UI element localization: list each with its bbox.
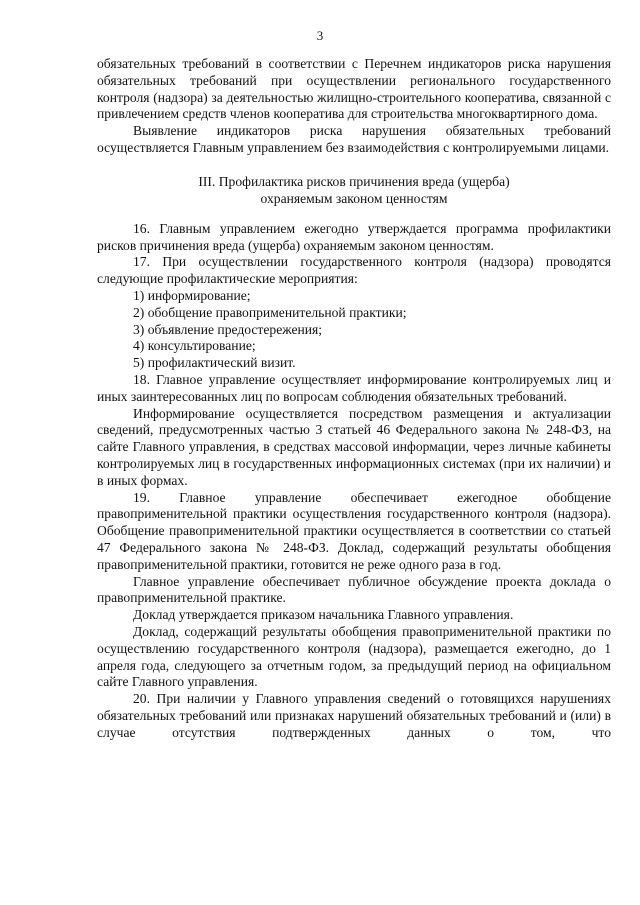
list-item: 2) обобщение правоприменительной практики; — [133, 304, 407, 320]
paragraph-18-informing: Информирование осуществляется посредством размещения и актуализации сведений, предусмотренных частью 3 статьей 46 Федерального закона № 248-ФЗ, на сайте Главного управления, в средствах массовой информации, через личные кабинеты контролируемых лиц в государственных информационных системах (при их наличии) и в иных формах. — [97, 405, 611, 488]
document-body — [97, 56, 611, 741]
paragraph-19-discussion: Главное управление обеспечивает публичное обсуждение проекта доклада о правоприменительной практике. — [97, 573, 611, 606]
paragraph-19-publication: Доклад, содержащий результаты обобщения правоприменительной практики по осуществлению государственного контроля (надзора), размещается ежегодно, до 1 апреля года, следующего за отчетным годом, за предыдущий период на официальном сайте Главного управления. — [97, 623, 611, 690]
paragraph-continuation: обязательных требований в соответствии с Перечнем индикаторов риска нарушения обязательных требований при осуществлении регионального государственного контроля (надзора) за деятельностью жилищно-строительного кооператива, связанной с привлечением средств членов кооператива для строительства многоквартирного дома. — [97, 56, 611, 122]
paragraph-16: 16. Главным управлением ежегодно утверждается программа профилактики рисков причинения вреда (ущерба) охраняемым законом ценностям. — [97, 220, 611, 253]
section-heading — [97, 173, 611, 207]
page-number: 3 — [316, 28, 324, 43]
paragraph-19-approval: Доклад утверждается приказом начальника Главного управления. — [133, 607, 514, 623]
list-item: 5) профилактический визит. — [133, 355, 296, 371]
paragraph-20: 20. При наличии у Главного управления сведений о готовящихся нарушениях обязательных требований или признаках нарушений обязательных требований и (или) в случае отсутствия подтвержденных данных о том, что — [97, 691, 611, 740]
paragraph-risk-indicators: Выявление индикаторов риска нарушения обязательных требований осуществляется Главным управлением без взаимодействия с контролируемыми лицами. — [97, 123, 611, 155]
paragraph-17: 17. При осуществлении государственного контроля (надзора) проводятся следующие профилактические мероприятия: — [97, 254, 611, 287]
list-item: 3) объявление предостережения; — [133, 321, 323, 337]
list-item: 1) информирование; — [133, 287, 251, 303]
paragraph-19: 19. Главное управление обеспечивает ежегодное обобщение правоприменительной практики осуществления государственного контроля (надзора). Обобщение правоприменительной практики осуществляется в соответствии со статьей 47 Федерального закона № 248-ФЗ. Доклад, содержащий результаты обобщения правоприменительной практики, готовится не реже одного раза в год. — [97, 489, 611, 572]
section-heading-line-2: охраняемым законом ценностям — [260, 190, 448, 206]
paragraph-18: 18. Главное управление осуществляет информирование контролируемых лиц и иных заинтересованных лиц по вопросам соблюдения обязательных требований. — [97, 371, 611, 404]
preventive-measures-list — [97, 288, 611, 372]
section-heading-line-1: III. Профилактика рисков причинения вреда (ущерба) — [198, 173, 510, 189]
list-item: 4) консультирование; — [133, 338, 256, 354]
